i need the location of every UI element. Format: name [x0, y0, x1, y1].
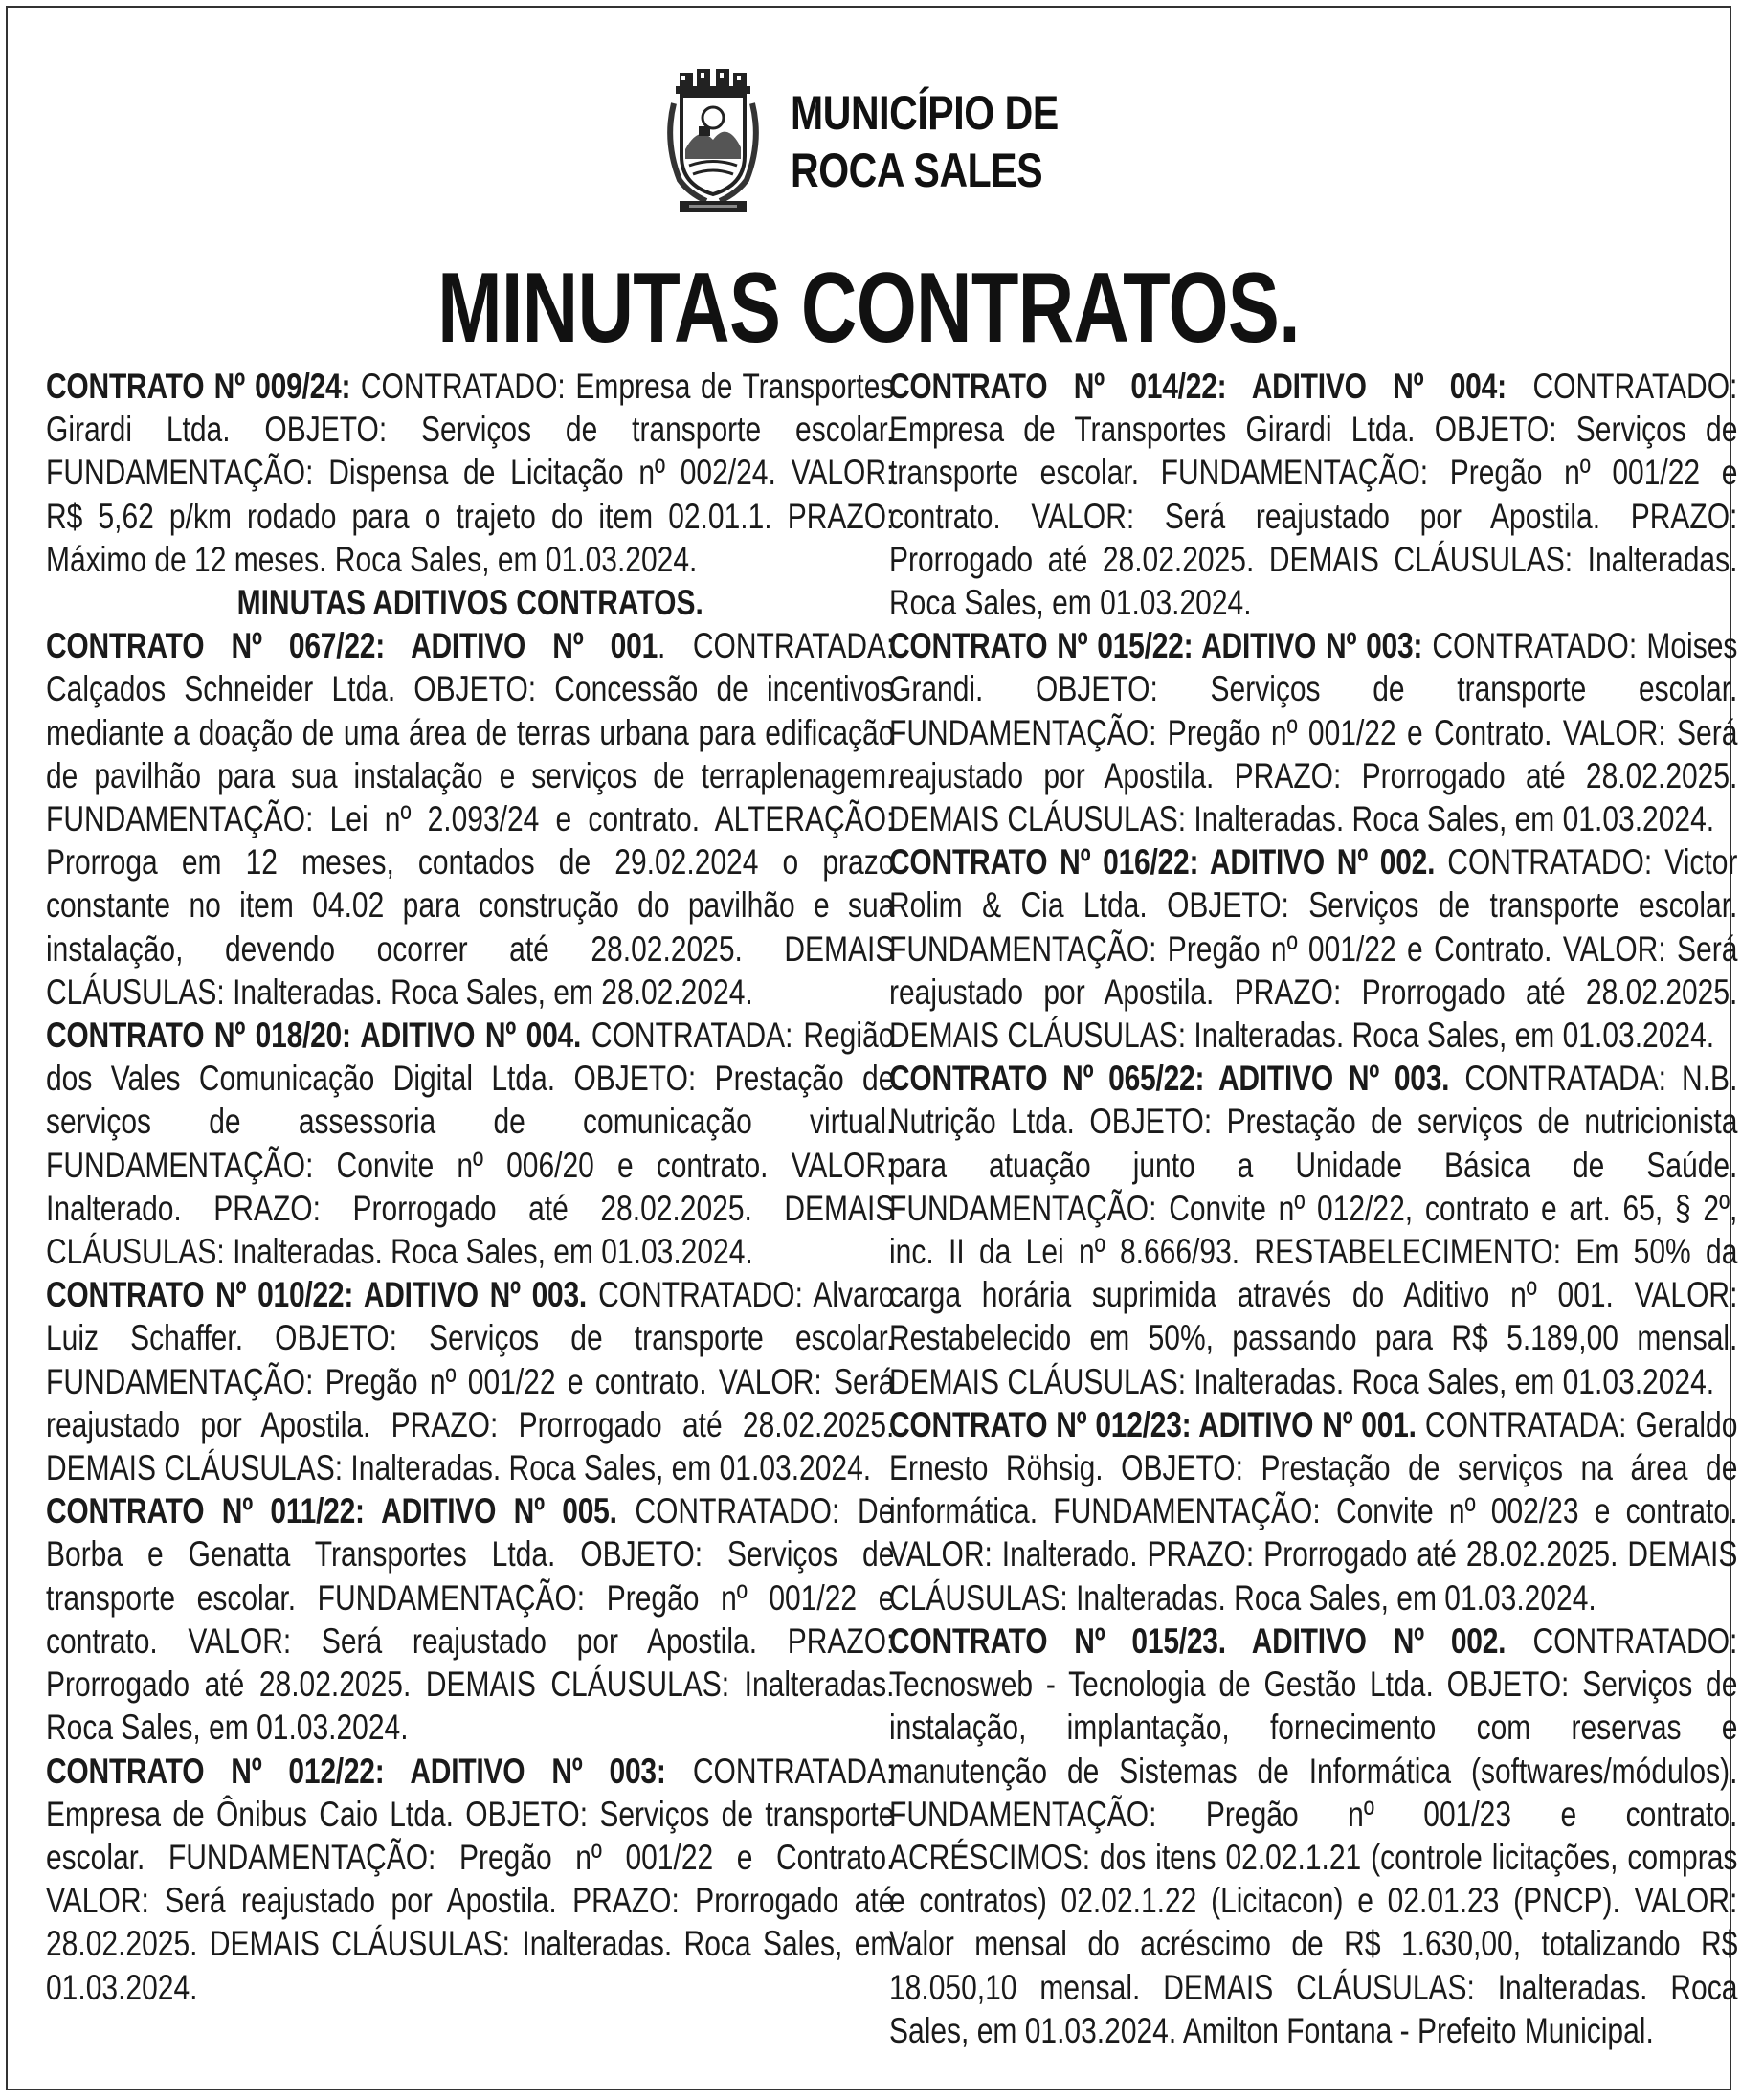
notice-header — [8, 65, 1730, 228]
municipality-name — [791, 84, 1059, 199]
contract-entry — [889, 624, 1737, 840]
notice-frame — [6, 6, 1738, 2090]
right-column — [889, 365, 1737, 2052]
contract-entry — [889, 1403, 1737, 1620]
contract-entry — [46, 365, 894, 581]
contract-heading: CONTRATO Nº 015/23. ADITIVO Nº 002. — [889, 1620, 1507, 1661]
contract-body: CONTRATADA: Região dos Vales Comunicação Digital Ltda. OBJETO: Prestação de serviços de assessoria de comunicação virtual. FUNDAMENTAÇÃO: Convite nº 006/20 e contrato. VALOR: Inalterado. PRAZO: Prorrogado até 28.02.2025. DEMAIS CLÁUSULAS: Inalteradas. Roca Sales, em 01.03.2024. — [46, 1015, 895, 1272]
contract-heading: CONTRATO Nº 010/22: ADITIVO Nº 003. — [46, 1274, 588, 1315]
page-title: MINUTAS CONTRATOS. — [437, 253, 1300, 364]
contract-heading: CONTRATO Nº 009/24: — [46, 366, 351, 406]
contract-heading: CONTRATO Nº 014/22: ADITIVO Nº 004: — [889, 366, 1507, 406]
contract-entry — [46, 1273, 894, 1489]
contract-heading: CONTRATO Nº 016/22: ADITIVO Nº 002. — [889, 841, 1436, 882]
contract-heading: CONTRATO Nº 065/22: ADITIVO Nº 003. — [889, 1058, 1450, 1099]
contract-entry — [46, 1014, 894, 1273]
contract-body: CONTRATADO: Empresa de Transportes Girardi Ltda. OBJETO: Serviços de transporte escolar. FUNDAMENTAÇÃO: Dispensa de Licitação nº 002/24. VALOR: R$ 5,62 p/km rodado para o trajeto do item 02.01.1. PRAZO: Máximo de 12 meses. Roca Sales, em 01.03.2024. — [46, 366, 895, 579]
contract-entry — [889, 1620, 1737, 2052]
municipality-line-2: ROCA SALES — [791, 144, 1043, 197]
contract-body: . CONTRATADA: Calçados Schneider Ltda. OBJETO: Concessão de incentivos mediante a doação de uma área de terras urbana para edificação de pavilhão para sua instalação e serviços de terraplenagem. FUNDAMENTAÇÃO: Lei nº 2.093/24 e contrato. ALTERAÇÃO: Prorroga em 12 meses, contados de 29.02.2024 o prazo constante no item 04.02 para construção do pavilhão e sua instalação, devendo ocorrer até 28.02.2025. DEMAIS CLÁUSULAS: Inalteradas. Roca Sales, em 28.02.2024. — [46, 625, 895, 1012]
contract-body: CONTRATADO: Alvaro Luiz Schaffer. OBJETO: Serviços de transporte escolar. FUNDAMENTAÇÃO: Pregão nº 001/22 e contrato. VALOR: Será reajustado por Apostila. PRAZO: Prorrogado até 28.02.2025. DEMAIS CLÁUSULAS: Inalteradas. Roca Sales, em 01.03.2024. — [46, 1274, 895, 1488]
contract-body: CONTRATADO: Victor Rolim & Cia Ltda. OBJETO: Serviços de transporte escolar. FUNDAMENTAÇÃO: Pregão nº 001/22 e Contrato. VALOR: Será reajustado por Apostila. PRAZO: Prorrogado até 28.02.2025. DEMAIS CLÁUSULAS: Inalteradas. Roca Sales, em 01.03.2024. — [889, 841, 1738, 1056]
contract-heading: CONTRATO Nº 067/22: ADITIVO Nº 001 — [46, 625, 658, 666]
section-subheading: MINUTAS ADITIVOS CONTRATOS. — [236, 582, 703, 623]
contract-entry — [46, 1489, 894, 1749]
contract-body: CONTRATADO: Tecnosweb - Tecnologia de Gestão Ltda. OBJETO: Serviços de instalação, implantação, fornecimento com reservas e manutenção de Sistemas de Informática (softwares/módulos). FUNDAMENTAÇÃO: Pregão nº 001/23 e contrato. ACRÉSCIMOS: dos itens 02.02.1.21 (controle licitações, compras e contratos) 02.02.1.22 (Licitacon) e 02.01.23 (PNCP). VALOR: Valor mensal do acréscimo de R$ 1.630,00, totalizando R$ 18.050,10 mensal. DEMAIS CLÁUSULAS: Inalteradas. Roca Sales, em 01.03.2024. Amilton Fontana - Prefeito Municipal. — [889, 1620, 1738, 2050]
contract-entry — [889, 1057, 1737, 1403]
left-column — [46, 365, 894, 2009]
contract-heading: CONTRATO Nº 018/20: ADITIVO Nº 004. — [46, 1015, 582, 1056]
contract-heading: CONTRATO Nº 012/23: ADITIVO Nº 001. — [889, 1403, 1417, 1444]
contract-heading: CONTRATO Nº 012/22: ADITIVO Nº 003: — [46, 1750, 666, 1791]
contract-body: CONTRATADA: N.B. Nutrição Ltda. OBJETO: Prestação de serviços de nutricionista para atuação junto a Unidade Básica de Saúde. FUNDAMENTAÇÃO: Convite nº 012/22, contrato e art. 65, § 2º, inc. II da Lei nº 8.666/93. RESTABELECIMENTO: Em 50% da carga horária suprimida através do Aditivo nº 001. VALOR: Restabelecido em 50%, passando para R$ 5.189,00 mensal. DEMAIS CLÁUSULAS: Inalteradas. Roca Sales, em 01.03.2024. — [889, 1058, 1738, 1401]
contract-body: CONTRATADO: De Borba e Genatta Transportes Ltda. OBJETO: Serviços de transporte escolar. FUNDAMENTAÇÃO: Pregão nº 001/22 e contrato. VALOR: Será reajustado por Apostila. PRAZO: Prorrogado até 28.02.2025. DEMAIS CLÁUSULAS: Inalteradas. Roca Sales, em 01.03.2024. — [46, 1490, 895, 1748]
contract-body: CONTRATADO: Empresa de Transportes Girardi Ltda. OBJETO: Serviços de transporte escolar. FUNDAMENTAÇÃO: Pregão nº 001/22 e contrato. VALOR: Será reajustado por Apostila. PRAZO: Prorrogado até 28.02.2025. DEMAIS CLÁUSULAS: Inalteradas. Roca Sales, em 01.03.2024. — [889, 366, 1738, 623]
contract-body: CONTRATADA: Empresa de Ônibus Caio Ltda. OBJETO: Serviços de transporte escolar. FUNDAMENTAÇÃO: Pregão nº 001/22 e Contrato. VALOR: Será reajustado por Apostila. PRAZO: Prorrogado até 28.02.2025. DEMAIS CLÁUSULAS: Inalteradas. Roca Sales, em 01.03.2024. — [46, 1750, 895, 2007]
contract-entry — [889, 365, 1737, 624]
contract-heading: CONTRATO Nº 015/22: ADITIVO Nº 003: — [889, 625, 1423, 666]
contract-body: CONTRATADA: Geraldo Ernesto Röhsig. OBJETO: Prestação de serviços na área de informática. FUNDAMENTAÇÃO: Convite nº 002/23 e contrato. VALOR: Inalterado. PRAZO: Prorrogado até 28.02.2025. DEMAIS CLÁUSULAS: Inalteradas. Roca Sales, em 01.03.2024. — [889, 1403, 1738, 1618]
contract-body: CONTRATADO: Moises Grandi. OBJETO: Serviços de transporte escolar. FUNDAMENTAÇÃO: Pregão nº 001/22 e Contrato. VALOR: Será reajustado por Apostila. PRAZO: Prorrogado até 28.02.2025. DEMAIS CLÁUSULAS: Inalteradas. Roca Sales, em 01.03.2024. — [889, 625, 1738, 839]
contract-heading: CONTRATO Nº 011/22: ADITIVO Nº 005. — [46, 1490, 617, 1531]
contract-entry — [46, 1750, 894, 2009]
contract-entry — [889, 840, 1737, 1057]
coat-of-arms-icon — [660, 65, 766, 218]
contract-entry — [46, 624, 894, 1014]
municipality-line-1: MUNICÍPIO DE — [791, 86, 1059, 140]
